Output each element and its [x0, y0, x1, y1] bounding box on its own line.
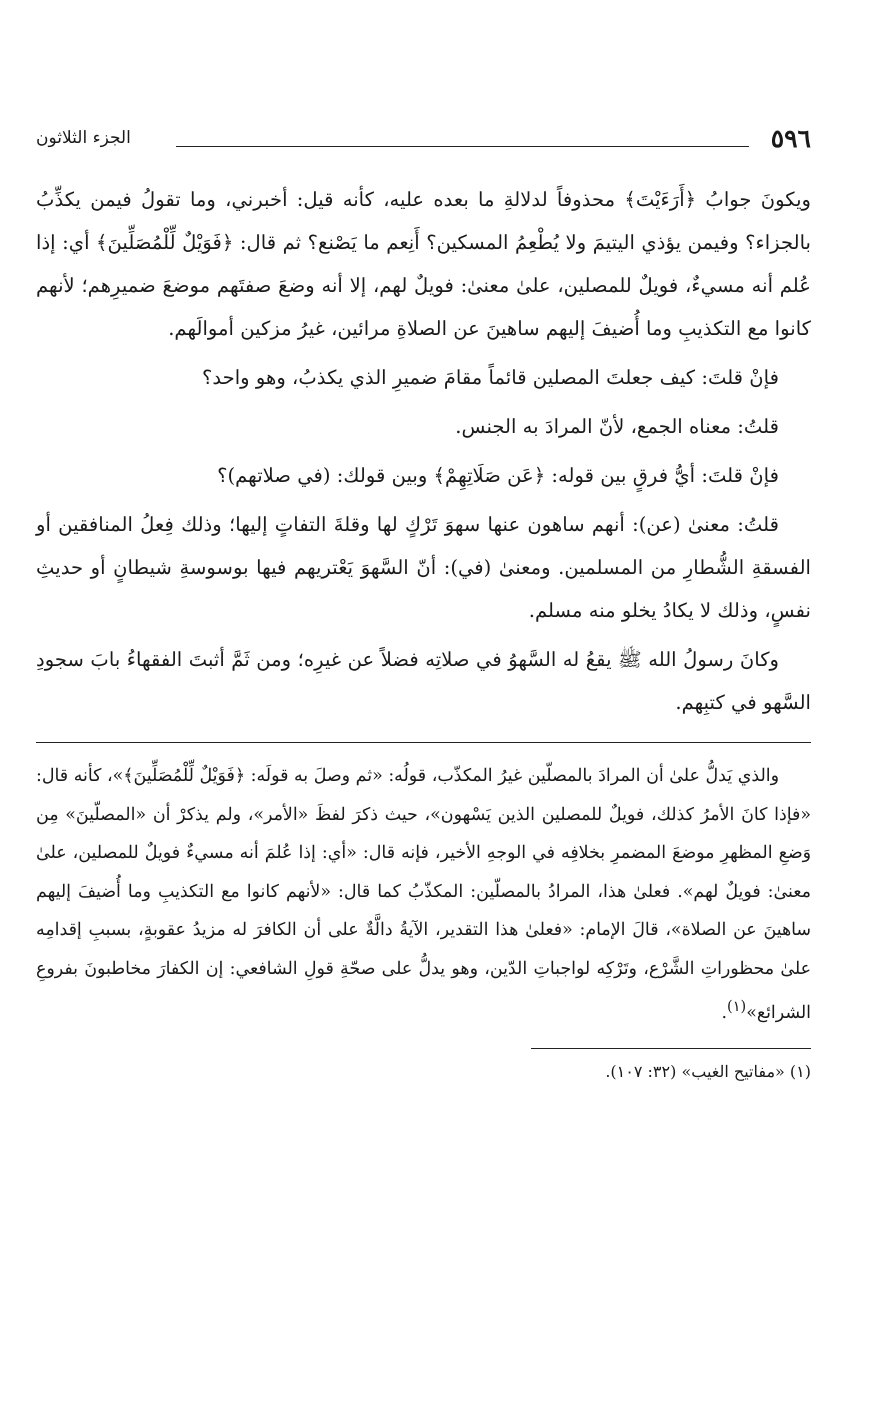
body-paragraph: قلتُ: معنىٰ (عن): أنهم ساهون عنها سهوَ تَرْكٍ لها وقلةَ التفاتٍ إليها؛ وذلك فِعلُ المنافقين أو الفسقةِ الشُّطارِ من المسلمين. ومعنىٰ (في): أنّ السَّهوَ يَعْتريهم فيها بوسوسةِ شيطانٍ أو حديثِ نفسٍ، وذلك لا يكادُ يخلو منه مسلم. [36, 513, 811, 622]
commentary-text: والذي يَدلُّ علىٰ أن المرادَ بالمصلّين غيرُ المكذّب، قولُه: «ثم وصلَ به قولَه: ﴿فَوَيْلٌ لِّلْمُصَلِّينَ﴾»، كأنه قال: «فإذا كانَ الأمرُ كذلك، فويلٌ للمصلين الذين يَسْهون»، حيث ذكرَ لفظَ «الأمر»، ولم يذكرْ أن «المصلّينَ» مِن وَضعِ المظهرِ موضعَ المضمرِ بخلافِه في الوجهِ الأخير، فإنه قال: «أي: إذا عُلمَ أنه مسيءٌ فويلٌ للمصلين، علىٰ معنىٰ: فويلٌ لهم». فعلىٰ هذا، المرادُ بالمصلّين: المكذّبُ كما قال: «لأنهم كانوا مع التكذيبِ وما أُضيفَ إليهم ساهينَ عن الصلاة»، قالَ الإمام: «فعلىٰ هذا التقدير، الآيةُ دالَّةٌ على أن الكافرَ له مزيدُ عقوبةٍ، بسببِ إقدامِه علىٰ محظوراتِ الشَّرْع، وتَرْكِه لواجباتِ الدّين، وهو يدلُّ على صحّةِ قولِ الشافعي: إن الكفارَ مخاطبونَ بفروعِ الشرائع» [36, 766, 811, 1023]
book-page [36, 118, 811, 1087]
main-text [36, 178, 811, 724]
commentary-divider [36, 742, 811, 743]
page-header [36, 118, 811, 158]
body-paragraph: فإنْ قلتَ: أيُّ فرقٍ بين قوله: ﴿عَن صَلَاتِهِمْ﴾ وبين قولك: (في صلاتهم)؟ [217, 464, 779, 487]
running-title: الجزء الثلاثون [36, 128, 131, 148]
footnote-reference: (١) [727, 999, 747, 1015]
header-rule [176, 146, 749, 147]
body-paragraph: وكانَ رسولُ الله ﷺ يقعُ له السَّهوُ في صلاتِه فضلاً عن غيرِه؛ ومن ثَمَّ أثبتَ الفقهاءُ بابَ سجودِ السَّهو في كتبِهم. [36, 648, 811, 714]
commentary-section [36, 757, 811, 1032]
body-paragraph: ويكونَ جوابُ ﴿أَرَءَيْتَ﴾ محذوفاً لدلالةِ ما بعده عليه، كأنه قيل: أخبرني، وما تقولُ فيمن يكذِّبُ بالجزاء؟ وفيمن يؤذي اليتيمَ ولا يُطْعِمُ المسكين؟ أَنِعم ما يَصْنع؟ ثم قال: ﴿فَوَيْلٌ لِّلْمُصَلِّينَ﴾ أي: إذا عُلم أنه مسيءٌ، فويلٌ للمصلين، علىٰ معنىٰ: فويلٌ لهم، إلا أنه وضعَ صفتَهم موضعَ ضميرِهم؛ لأنهم كانوا مع التكذيبِ وما أُضيفَ إليهم ساهينَ عن الصلاةِ مرائين، غيرُ مزكين أموالَهم. [36, 188, 811, 340]
page-number: ٥٩٦ [770, 124, 811, 153]
commentary-paragraph: والذي يَدلُّ علىٰ أن المرادَ بالمصلّين غيرُ المكذّب، قولُه: «ثم وصلَ به قولَه: ﴿فَوَيْلٌ لِّلْمُصَلِّينَ﴾»، كأنه قال: «فإذا كانَ الأمرُ كذلك، فويلٌ للمصلين الذين يَسْهون»، حيث ذكرَ لفظَ «الأمر»، ولم يذكرْ أن «المصلّينَ» مِن وَضعِ المظهرِ موضعَ المضمرِ بخلافِه في الوجهِ الأخير، فإنه قال: «أي: إذا عُلمَ أنه مسيءٌ فويلٌ للمصلين، علىٰ معنىٰ: فويلٌ لهم». فعلىٰ هذا، المرادُ بالمصلّين: المكذّبُ كما قال: «لأنهم كانوا مع التكذيبِ وما أُضيفَ إليهم ساهينَ عن الصلاة»، قالَ الإمام: «فعلىٰ هذا التقدير، الآيةُ دالَّةٌ على أن الكافرَ له مزيدُ عقوبةٍ، بسببِ إقدامِه علىٰ محظوراتِ الشَّرْع، وتَرْكِه لواجباتِ الدّين، وهو يدلُّ على صحّةِ قولِ الشافعي: إن الكفارَ مخاطبونَ بفروعِ الشرائع»$^{(١)}$. [36, 766, 811, 1023]
body-paragraph: قلتُ: معناه الجمع، لأنّ المرادَ به الجنس. [455, 415, 779, 438]
footnote: (١) «مفاتيح الغيب» (٣٢: ١٠٧). [605, 1062, 811, 1082]
body-paragraph: فإنْ قلتَ: كيف جعلتَ المصلين قائماً مقامَ ضميرِ الذي يكذبُ، وهو واحد؟ [201, 366, 779, 389]
footnote-rule [531, 1048, 811, 1049]
